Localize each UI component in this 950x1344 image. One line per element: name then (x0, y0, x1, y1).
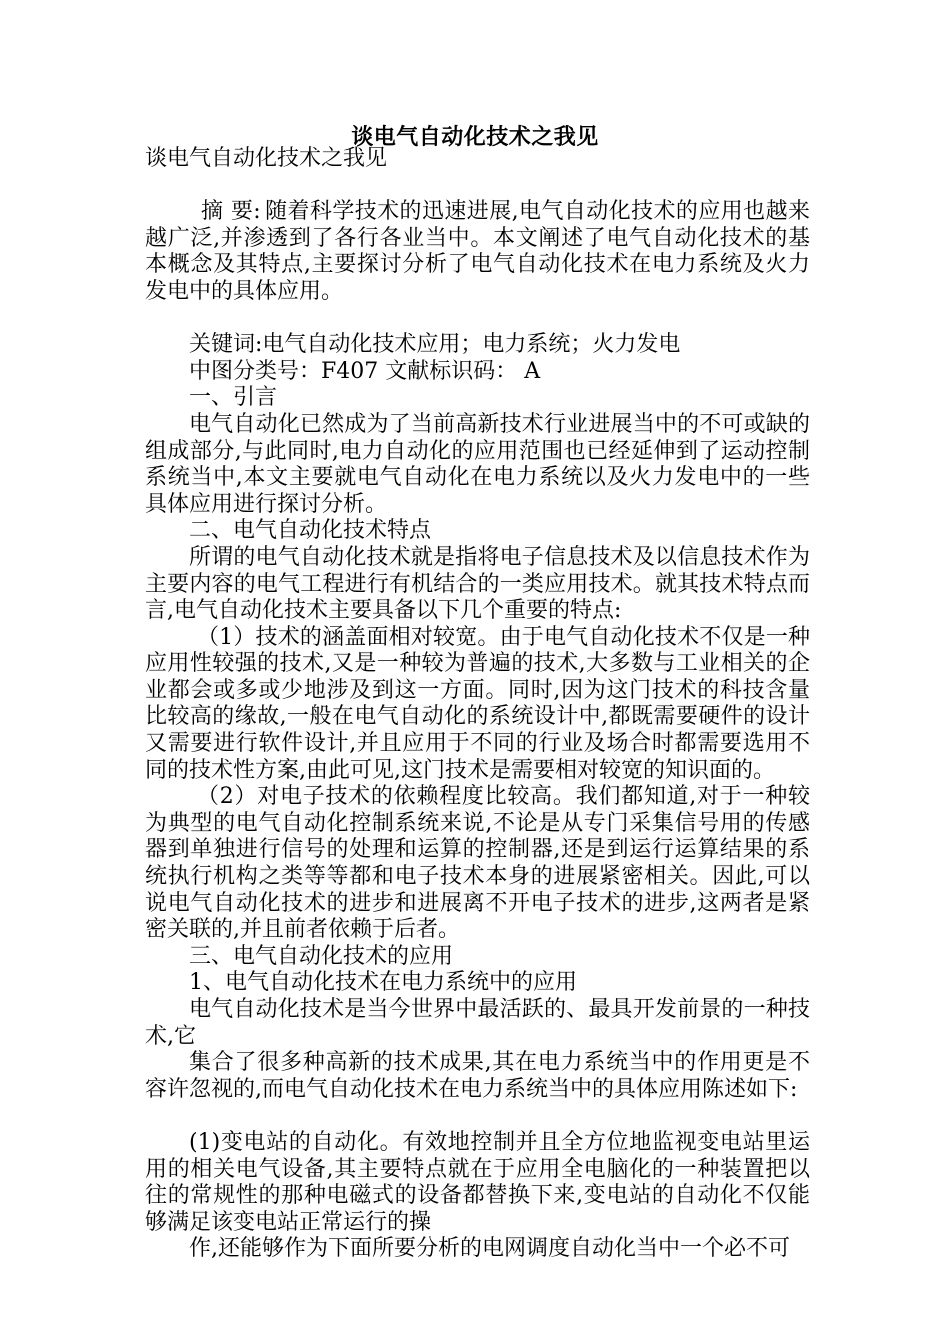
abstract-paragraph (145, 199, 810, 305)
abstract-text: 随着科学技术的迅速进展,电气自动化技术的应用也越来越广泛,并渗透到了各行各业当中。本文阐述了电气自动化技术的基本概念及其特点,主要探讨分析了电气自动化技术在电力系统及火力发电中的具体应用。 (145, 199, 811, 304)
intro-paragraph: 电气自动化已然成为了当前高新技术行业进展当中的不可或缺的组成部分,与此同时,电力自动化的应用范围也已经延伸到了运动控制系统当中,本文主要就电气自动化在电力系统以及火力发电中的一些具体应用进行探讨分析。 (145, 411, 810, 517)
blank-line (145, 306, 810, 333)
substation-continued-paragraph: 作,还能够作为下面所要分析的电网调度自动化当中一个必不可 (189, 1236, 790, 1262)
section-heading-features: 二、电气自动化技术特点 (189, 518, 432, 544)
power-system-paragraph-1: 电气自动化技术是当今世界中最活跃的、最具开发前景的一种技术,它 (145, 997, 810, 1049)
feature-item-2: （2）对电子技术的依赖程度比较高。我们都知道,对于一种较为典型的电气自动化控制系统来说,不论是从专门采集信号用的传感器到单独进行信号的处理和运算的控制器,还是到运行运算结果的系统执行机构之类等等都和电子技术本身的进展紧密相关。因此,可以说电气自动化技术的进步和进展离不开电子技术的进步,这两者是紧密关联的,并且前者依赖于后者。 (145, 784, 810, 943)
blank-line (145, 1103, 810, 1130)
feature-item-1: （1）技术的涵盖面相对较宽。由于电气自动化技术不仅是一种应用性较强的技术,又是一种较为普遍的技术,大多数与工业相关的企业都会或多或少地涉及到这一方面。同时,因为这门技术的科技含量比较高的缘故,一般在电气自动化的系统设计中,都既需要硬件的设计又需要进行软件设计,并且应用于不同的行业及场合时都需要选用不同的技术性方案,由此可见,这门技术是需要相对较宽的知识面的。 (145, 624, 810, 783)
subsection-heading-power-system: 1、电气自动化技术在电力系统中的应用 (189, 970, 577, 996)
document-body (145, 146, 810, 1263)
section-heading-intro: 一、引言 (189, 385, 278, 411)
keywords-line: 关键词:电气自动化技术应用；电力系统；火力发电 (189, 332, 681, 358)
section-heading-applications: 三、电气自动化技术的应用 (189, 943, 454, 969)
power-system-paragraph-2: 集合了很多种高新的技术成果,其在电力系统当中的作用更是不容许忽视的,而电气自动化技术在电力系统当中的具体应用陈述如下: (145, 1050, 810, 1102)
classification-line: 中图分类号：F407 文献标识码： A (189, 358, 541, 384)
features-paragraph: 所谓的电气自动化技术就是指将电子信息技术及以信息技术作为主要内容的电气工程进行有机结合的一类应用技术。就其技术特点而言,电气自动化技术主要具备以下几个重要的特点: (145, 544, 810, 624)
blank-line (145, 173, 810, 200)
document-title: 谈电气自动化技术之我见 (351, 124, 599, 150)
substation-paragraph: (1)变电站的自动化。有效地控制并且全方位地监视变电站里运用的相关电气设备,其主要特点就在于应用全电脑化的一种装置把以往的常规性的那种电磁式的设备都替换下来,变电站的自动化不仅能够满足该变电站正常运行的操 (145, 1129, 810, 1235)
document-subtitle: 谈电气自动化技术之我见 (145, 146, 388, 171)
abstract-label: 摘 要: (201, 199, 261, 225)
